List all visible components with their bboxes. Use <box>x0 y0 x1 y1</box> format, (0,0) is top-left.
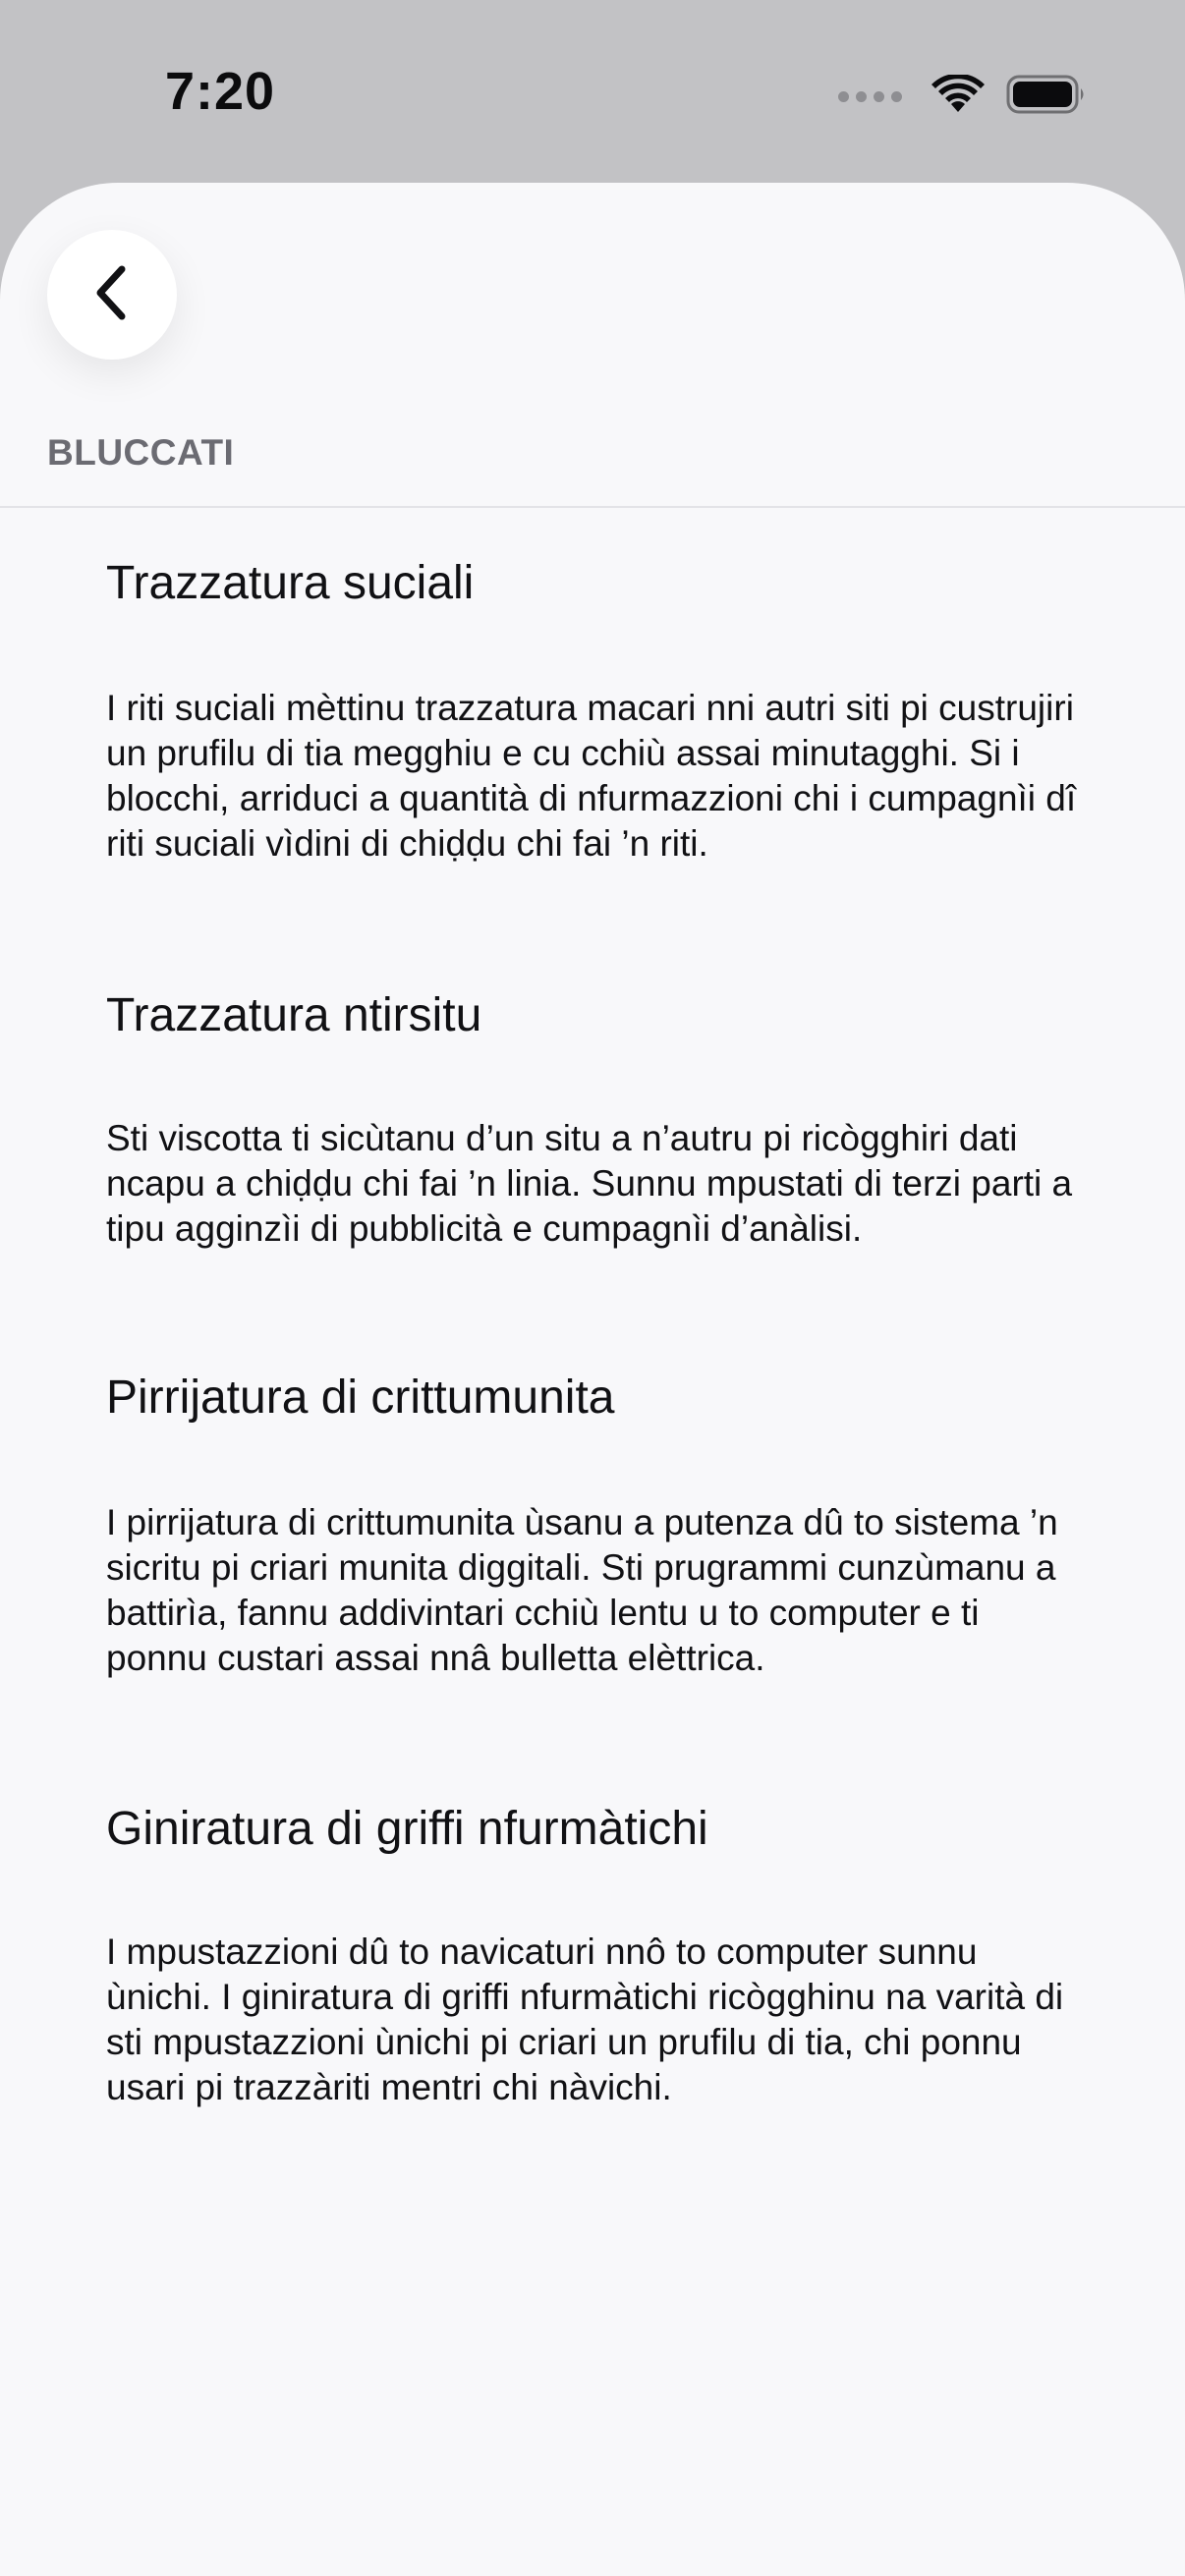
item-description-social-tracking: I riti suciali mèttinu trazzatura macari nni autri siti pi custrujiri un prufilu di tia megghiu e cu cchiù assai minutagghi. Si i blocchi, arriduci a quantità di nfurmazzioni chi i cumpagnìi dî riti suciali vìdini di chiḍḍu chi fai ’n riti. <box>106 688 1077 864</box>
item-description-cross-site-tracking: Sti viscotta ti sicùtanu d’un situ a n’autru pi ricògghiri dati ncapu a chiḍḍu chi fai ’n linia. Sunnu mpustati di terzi parti a tipu agginzìi di pubblicità e cumpagnìi d’anàlisi. <box>106 1118 1073 1249</box>
item-title-cryptominers: Pirrijatura di crittumunita <box>106 1372 615 1424</box>
item-title-fingerprinters: Giniratura di griffi nfurmàtichi <box>106 1803 708 1855</box>
section-header: BLUCCATI <box>47 432 235 473</box>
battery-icon <box>1006 75 1087 119</box>
item-description-cryptominers: I pirrijatura di crittumunita ùsanu a putenza dû to sistema ’n sicritu pi criari munita diggitali. Sti prugrammi cunzùmanu a battirìa, fannu addivintari cchiù lentu u to computer e ti ponnu custari assai nnâ bulletta elèttrica. <box>106 1502 1058 1678</box>
item-title-social-tracking: Trazzatura suciali <box>106 557 475 609</box>
wifi-icon <box>931 75 985 119</box>
divider <box>0 506 1185 508</box>
status-time: 7:20 <box>165 62 276 121</box>
chevron-left-icon <box>88 261 136 329</box>
status-bar <box>0 0 1185 183</box>
item-description-fingerprinters: I mpustazzioni dû to navicaturi nnô to computer sunnu ùnichi. I giniratura di griffi nfurmàtichi ricògghinu na varità di sti mpustazzioni ùnichi pi criari un prufilu di tia, chi ponnu usari pi trazzàriti mentri chi nàvichi. <box>106 1932 1064 2107</box>
item-title-cross-site-tracking: Trazzatura ntirsitu <box>106 989 482 1041</box>
cellular-signal-icon <box>838 91 902 102</box>
content-sheet <box>0 183 1185 2576</box>
status-icons <box>838 71 1087 122</box>
back-button[interactable] <box>47 230 177 360</box>
